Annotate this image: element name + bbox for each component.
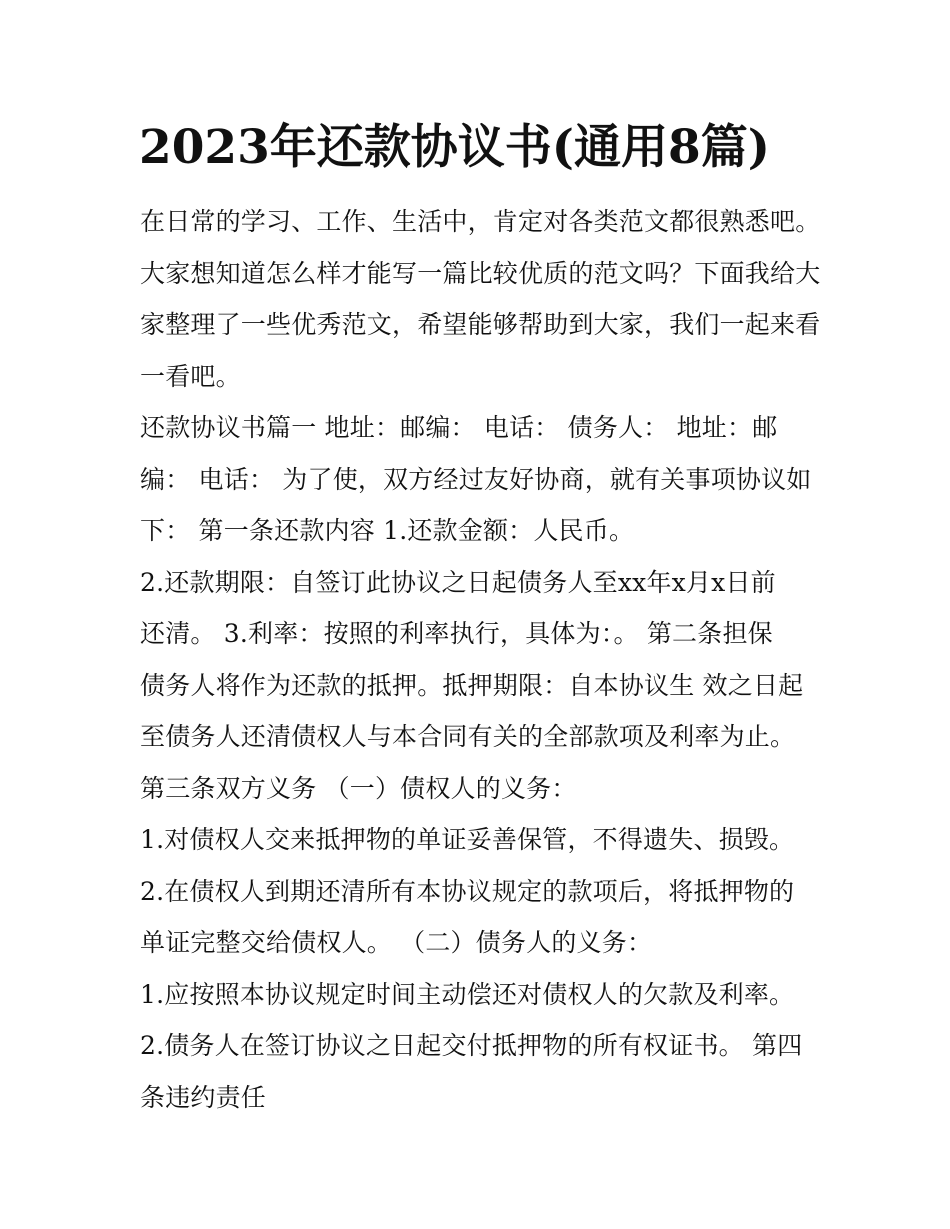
body-line: 还清。 3.利率：按照的利率执行，具体为：。 第二条担保 (140, 619, 773, 648)
body-line: 大家想知道怎么样才能写一篇比较优质的范文吗？下面我给大 (140, 258, 821, 288)
body-line: 1.对债权人交来抵押物的单证妥善保管，不得遗失、损毁。 (140, 825, 795, 854)
body-line: 在日常的学习、工作、生活中，肯定对各类范文都很熟悉吧。 (140, 207, 821, 236)
body-line: 单证完整交给债权人。 （二）债务人的义务： (140, 928, 653, 957)
body-line: 编： 电话： 为了使，双方经过友好协商，就有关事项协议如 (140, 464, 812, 494)
body-line: 至债务人还清债权人与本合同有关的全部款项及利率为止。 (140, 722, 796, 751)
document-body (140, 196, 820, 1123)
body-line: 一看吧。 (140, 361, 241, 391)
body-line: 1.应按照本协议规定时间主动偿还对债权人的欠款及利率。 (140, 979, 795, 1009)
body-line: 条违约责任 (140, 1082, 267, 1112)
document-title: 2023年还款协议书(通用8篇) (139, 120, 770, 175)
body-line: 还款协议书篇一 地址：邮编： 电话： 债务人： 地址：邮 (140, 413, 778, 442)
body-line: 2.债务人在签订协议之日起交付抵押物的所有权证书。 第四 (140, 1031, 803, 1060)
body-line: 第三条双方义务 （一）债权人的义务： (140, 773, 577, 803)
body-line: 债务人将作为还款的抵押。抵押期限：自本协议生 效之日起 (140, 670, 804, 700)
body-line: 2.在债权人到期还清所有本协议规定的款项后，将抵押物的 (140, 876, 795, 906)
body-line: 2.还款期限：自签订此协议之日起债务人至xx年x月x日前 (140, 567, 776, 597)
body-line: 下： 第一条还款内容 1.还款金额：人民币。 (140, 516, 635, 545)
body-line: 家整理了一些优秀范文，希望能够帮助到大家，我们一起来看 (140, 310, 821, 339)
